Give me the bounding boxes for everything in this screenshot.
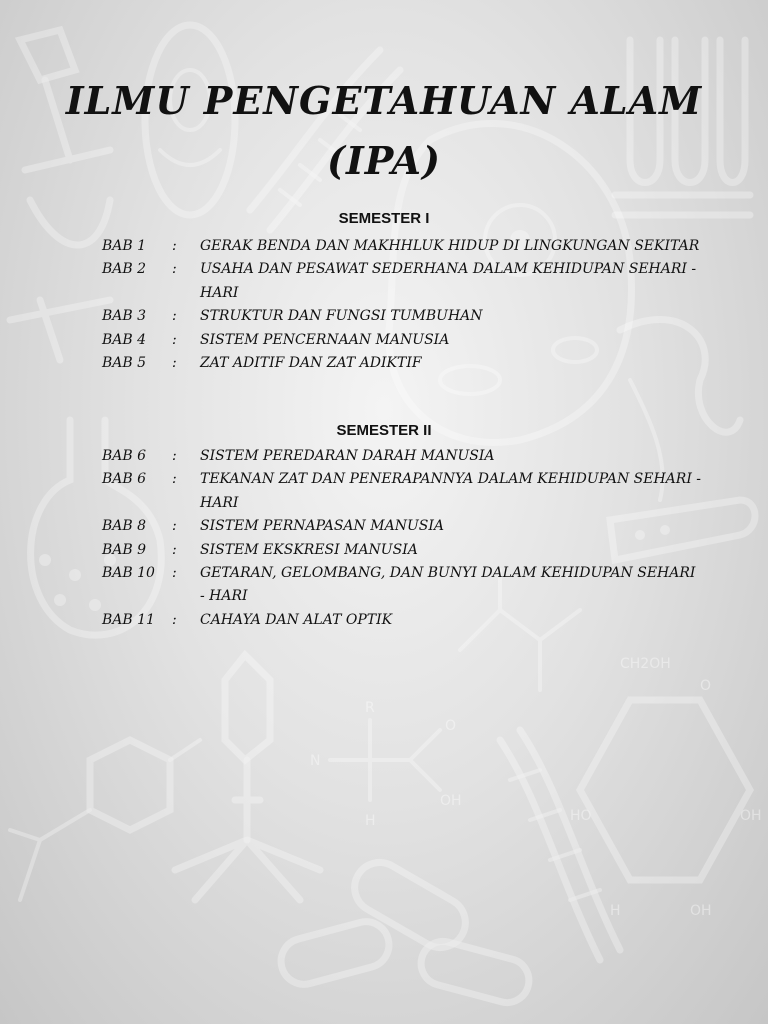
chapter-number: BAB 6 xyxy=(102,471,147,488)
chapter-topic: STRUKTUR DAN FUNGSI TUMBUHAN xyxy=(200,308,483,325)
chapter-row xyxy=(102,445,702,468)
chapter-topic: TEKANAN ZAT DAN PENERAPANNYA DALAM KEHIDUPAN SEHARI - HARI xyxy=(200,471,702,511)
svg-text:O: O xyxy=(445,718,457,734)
chapter-row xyxy=(102,352,702,375)
chapter-separator: : xyxy=(172,541,177,558)
chapter-number: BAB 6 xyxy=(102,448,147,464)
svg-text:H: H xyxy=(365,813,376,829)
chapter-number: BAB 1 xyxy=(102,238,147,254)
chapter-separator: : xyxy=(172,355,177,372)
chapter-topic: SISTEM PERNAPASAN MANUSIA xyxy=(200,518,444,535)
chapter-row xyxy=(102,468,702,515)
chapter-topic: SISTEM EKSKRESI MANUSIA xyxy=(200,541,418,558)
chapter-row xyxy=(102,258,702,305)
svg-text:OH: OH xyxy=(440,793,462,809)
svg-text:N: N xyxy=(310,753,321,769)
chapter-number: BAB 11 xyxy=(102,611,155,628)
page-subtitle: (IPA) xyxy=(326,138,442,183)
chapter-separator: : xyxy=(172,565,177,582)
chapter-row xyxy=(102,305,702,328)
chapter-number: BAB 3 xyxy=(102,308,147,325)
chapter-separator: : xyxy=(172,238,177,254)
svg-text:R: R xyxy=(365,700,375,716)
chapter-separator: : xyxy=(172,448,177,464)
chapter-number: BAB 10 xyxy=(102,565,155,582)
chapter-topic: GERAK BENDA DAN MAKHHLUK HIDUP DI LINGKUNGAN SEKITAR xyxy=(200,238,700,254)
chapter-row xyxy=(102,515,702,538)
chapter-topic: SISTEM PENCERNAAN MANUSIA xyxy=(200,331,450,348)
chapter-topic: GETARAN, GELOMBANG, DAN BUNYI DALAM KEHIDUPAN SEHARI - HARI xyxy=(200,565,696,605)
svg-text:O: O xyxy=(700,678,712,694)
chapter-separator: : xyxy=(172,261,177,278)
chapter-number: BAB 9 xyxy=(102,541,147,558)
svg-text:H: H xyxy=(610,903,621,919)
chapter-topic: CAHAYA DAN ALAT OPTIK xyxy=(200,611,393,628)
page-title: ILMU PENGETAHUAN ALAM xyxy=(65,78,703,123)
chapter-row xyxy=(102,539,702,562)
semester-2-heading: SEMESTER II xyxy=(336,422,432,439)
svg-text:OH: OH xyxy=(740,808,762,824)
chapter-topic: USAHA DAN PESAWAT SEDERHANA DALAM KEHIDUPAN SEHARI - HARI xyxy=(200,261,697,301)
svg-text:CH2OH: CH2OH xyxy=(620,656,671,672)
chapter-row xyxy=(102,329,702,352)
chapter-row xyxy=(102,562,702,609)
svg-text:OH: OH xyxy=(690,903,712,919)
svg-text:HO: HO xyxy=(570,808,592,824)
chapter-topic: SISTEM PEREDARAN DARAH MANUSIA xyxy=(200,448,495,464)
chapter-separator: : xyxy=(172,611,177,628)
chapter-separator: : xyxy=(172,308,177,325)
chapter-number: BAB 5 xyxy=(102,355,147,372)
chapter-number: BAB 4 xyxy=(102,331,147,348)
chapter-separator: : xyxy=(172,518,177,535)
chapter-number: BAB 2 xyxy=(102,261,147,278)
chapter-separator: : xyxy=(172,331,177,348)
semester-1-heading: SEMESTER I xyxy=(338,210,430,227)
semester-2-chapter-list xyxy=(102,445,702,632)
semester-1-chapter-list xyxy=(102,235,702,375)
chapter-row xyxy=(102,609,702,632)
chapter-separator: : xyxy=(172,471,177,488)
chapter-number: BAB 8 xyxy=(102,518,147,535)
chapter-topic: ZAT ADITIF DAN ZAT ADIKTIF xyxy=(200,355,422,372)
chapter-row xyxy=(102,235,702,258)
